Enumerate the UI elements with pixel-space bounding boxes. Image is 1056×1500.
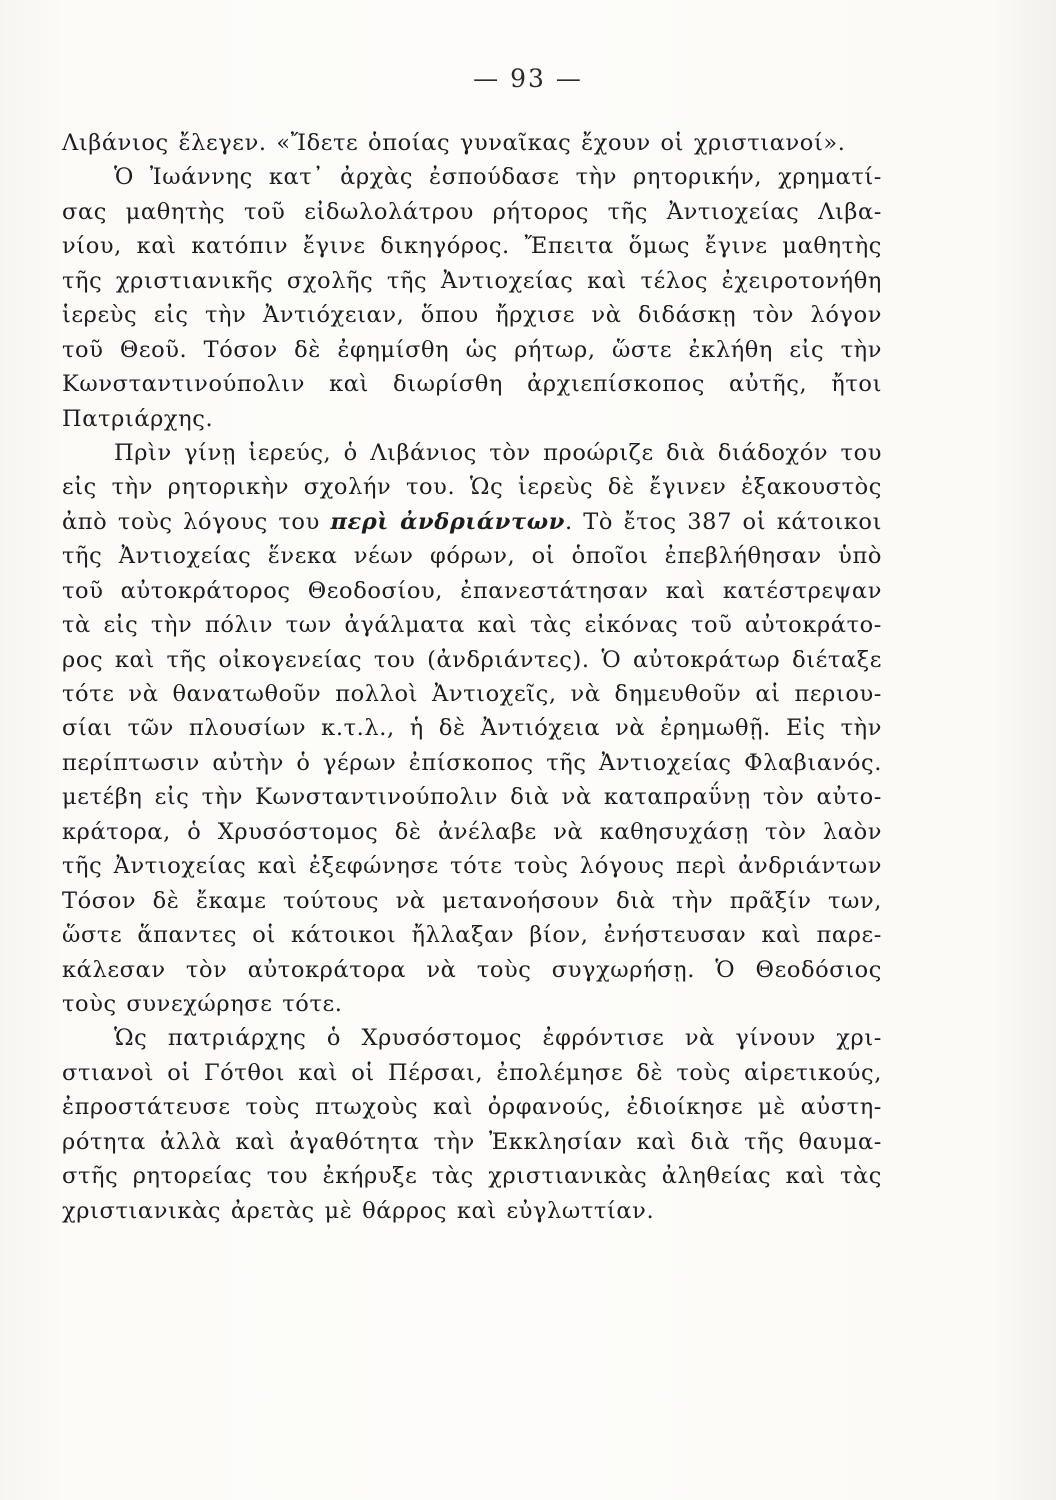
text-line: ἐπροστάτευσε τοὺς πτωχοὺς καὶ ὀρφανούς, ἐδιοίκησε μὲ αὐστη- [62, 1094, 882, 1121]
body-text [62, 126, 882, 1228]
text-line: κάλεσαν τὸν αὐτοκράτορα νὰ τοὺς συγχωρήσῃ. Ὁ Θεοδόσιος [62, 956, 882, 983]
text-line: εἰς τὴν ρητορικὴν σχολήν του. Ὡς ἱερεὺς δὲ ἔγινεν ἐξακουστὸς [62, 474, 882, 501]
text-line: τοὺς συνεχώρησε τότε. [62, 990, 343, 1017]
text-line: τότε νὰ θανατωθοῦν πολλοὶ Ἀντιοχεῖς, νὰ δημευθοῦν αἱ περιου- [62, 681, 882, 707]
text-line: Πρὶν γίνῃ ἱερεύς, ὁ Λιβάνιος τὸν προώριζε διὰ διάδοχόν του [114, 439, 882, 466]
text-line: Κωνσταντινούπολιν καὶ διωρίσθη ἀρχιεπίσκοπος αὐτῆς, ἤτοι [62, 371, 882, 398]
text-line: τὰ εἰς τὴν πόλιν των ἀγάλματα καὶ τὰς εἰκόνας τοῦ αὐτοκράτο- [62, 612, 882, 639]
text-segment: . Τὸ ἔτος 387 οἱ κάτοικοι [564, 508, 882, 535]
text-line: Λιβάνιος ἔλεγεν. «Ἴδετε ὁποίας γυναῖκας ἔχουν οἱ χριστιανοί». [62, 130, 846, 156]
speech-title: περὶ ἀνδριάντων [330, 508, 565, 535]
text-segment: ἀπὸ τοὺς λόγους του [62, 508, 320, 535]
text-line: τῆς χριστιανικῆς σχολῆς τῆς Ἀντιοχείας καὶ τέλος ἐχειροτονήθη [62, 267, 882, 294]
text-line: μετέβη εἰς τὴν Κωνσταντινούπολιν διὰ νὰ καταπραΰνῃ τὸν αὐτο- [62, 784, 882, 811]
text-line: Τόσον δὲ ἔκαμε τούτους νὰ μετανοήσουν διὰ τὴν πρᾶξίν των, [62, 887, 882, 914]
text-line-with-title [62, 505, 882, 539]
text-line: ὥστε ἅπαντες οἱ κάτοικοι ἤλλαξαν βίον, ἐνήστευσαν καὶ παρε- [62, 922, 882, 949]
text-line: στιανοὶ οἱ Γότθοι καὶ οἱ Πέρσαι, ἐπολέμησε δὲ τοὺς αἱρετικούς, [62, 1059, 882, 1086]
text-line: κράτορα, ὁ Χρυσόστομος δὲ ἀνέλαβε νὰ καθησυχάσῃ τὸν λαὸν [62, 818, 882, 845]
text-line: Ὁ Ἰωάννης κατ᾽ ἀρχὰς ἐσπούδασε τὴν ρητορικήν, χρηματί- [114, 164, 882, 191]
text-line: Πατριάρχης. [62, 405, 214, 432]
text-line: τῆς Ἀντιοχείας καὶ ἐξεφώνησε τότε τοὺς λόγους περὶ ἀνδριάντων [62, 853, 882, 880]
text-line: ρότητα ἀλλὰ καὶ ἀγαθότητα τὴν Ἐκκλησίαν καὶ διὰ τῆς θαυμα- [62, 1128, 882, 1155]
text-line: ρος καὶ τῆς οἰκογενείας του (ἀνδριάντες). Ὁ αὐτοκράτωρ διέταξε [62, 646, 882, 673]
text-line: Ὡς πατριάρχης ὁ Χρυσόστομος ἐφρόντισε νὰ γίνουν χρι- [114, 1025, 882, 1052]
text-line: ἱερεὺς εἰς τὴν Ἀντιόχειαν, ὅπου ἤρχισε νὰ διδάσκῃ τὸν λόγον [62, 302, 882, 329]
text-line: στῆς ρητορείας του ἐκήρυξε τὰς χριστιανικὰς ἀληθείας καὶ τὰς [62, 1163, 882, 1190]
text-line: σας μαθητὴς τοῦ εἰδωλολάτρου ρήτορος τῆς Ἀντιοχείας Λιβα- [62, 198, 882, 225]
text-line: χριστιανικὰς ἀρετὰς μὲ θάρρος καὶ εὐγλωττίαν. [62, 1197, 655, 1224]
text-line: περίπτωσιν αὐτὴν ὁ γέρων ἐπίσκοπος τῆς Ἀντιοχείας Φλαβιανός. [62, 749, 882, 776]
text-line: τῆς Ἀντιοχείας ἕνεκα νέων φόρων, οἱ ὁποῖοι ἐπεβλήθησαν ὑπὸ [62, 543, 882, 570]
text-line: σίαι τῶν πλουσίων κ.τ.λ., ἡ δὲ Ἀντιόχεια νὰ ἐρημωθῇ. Εἰς τὴν [62, 715, 882, 742]
text-line: τοῦ αὐτοκράτορος Θεοδοσίου, ἐπανεστάτησαν καὶ κατέστρεψαν [62, 577, 882, 604]
text-line: τοῦ Θεοῦ. Τόσον δὲ ἐφημίσθη ὡς ρήτωρ, ὥστε ἐκλήθη εἰς τὴν [62, 336, 882, 363]
page-number: — 93 — [473, 64, 583, 93]
text-line: νίου, καὶ κατόπιν ἔγινε δικηγόρος. Ἔπειτα ὅμως ἔγινε μαθητὴς [62, 233, 882, 260]
